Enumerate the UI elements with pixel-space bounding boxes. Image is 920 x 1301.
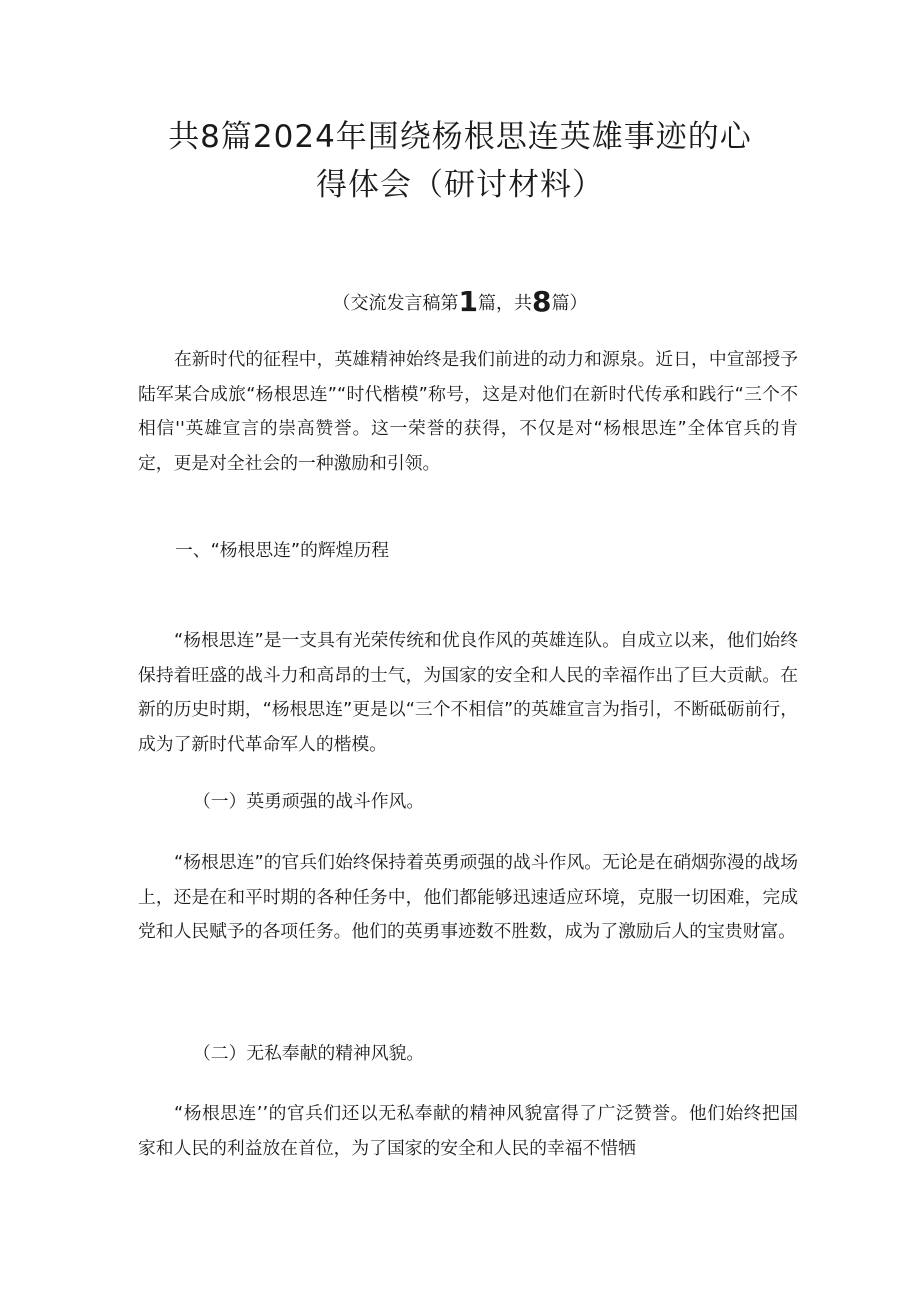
subsection-2-heading: （二）无私奉献的精神风貌。 — [193, 1043, 425, 1064]
subsection-1-paragraph: “杨根思连”的官兵们始终保持着英勇顽强的战斗作风。无论是在硝烟弥漫的战场上，还是在和平时期的各种任务中，他们都能够迅速适应环境，克服一切困难，完成党和人民赋予的各项任务。他们的英勇事迹数不胜数，成为了激励后人的宝贵财富。 — [138, 852, 798, 942]
intro-paragraph: 在新时代的征程中，英雄精神始终是我们前进的动力和源泉。近日，中宣部授予陆军某合成旅“杨根思连”“时代楷模”称号，这是对他们在新时代传承和践行“三个不相信''英雄宣言的崇高赞誉。这一荣誉的获得，不仅是对“杨根思连”全体官兵的肯定，更是对全社会的一种激励和引领。 — [138, 349, 798, 474]
document-subtitle — [130, 286, 790, 320]
subsection-1-heading: （一）英勇顽强的战斗作风。 — [193, 791, 425, 812]
section-1-paragraph: “杨根思连”是一支具有光荣传统和优良作风的英雄连队。自成立以来，他们始终保持着旺盛的战斗力和高昂的士气，为国家的安全和人民的幸福作出了巨大贡献。在新的历史时期，“杨根思连”更是以“三个不相信”的英雄宣言为指引，不断砥砺前行，成为了新时代革命军人的楷模。 — [138, 630, 798, 755]
subtitle-suffix: 篇） — [551, 293, 588, 314]
subtitle-part-number: 1 — [458, 285, 478, 318]
subtitle-prefix: （交流发言稿第 — [332, 293, 459, 314]
subsection-2-paragraph: “杨根思连’’的官兵们还以无私奉献的精神风貌富得了广泛赞誉。他们始终把国家和人民的利益放在首位，为了国家的安全和人民的幸福不惜牺 — [138, 1103, 798, 1159]
document-title-line-2: 得体会（研讨材料） — [316, 167, 604, 203]
subtitle-total-number: 8 — [532, 285, 552, 318]
subtitle-middle: 篇，共 — [478, 293, 532, 314]
section-1-heading: 一、“杨根思连”的辉煌历程 — [175, 540, 390, 561]
document-title-line-1: 共8篇2024年围绕杨根思连英雄事迹的心 — [168, 119, 752, 155]
